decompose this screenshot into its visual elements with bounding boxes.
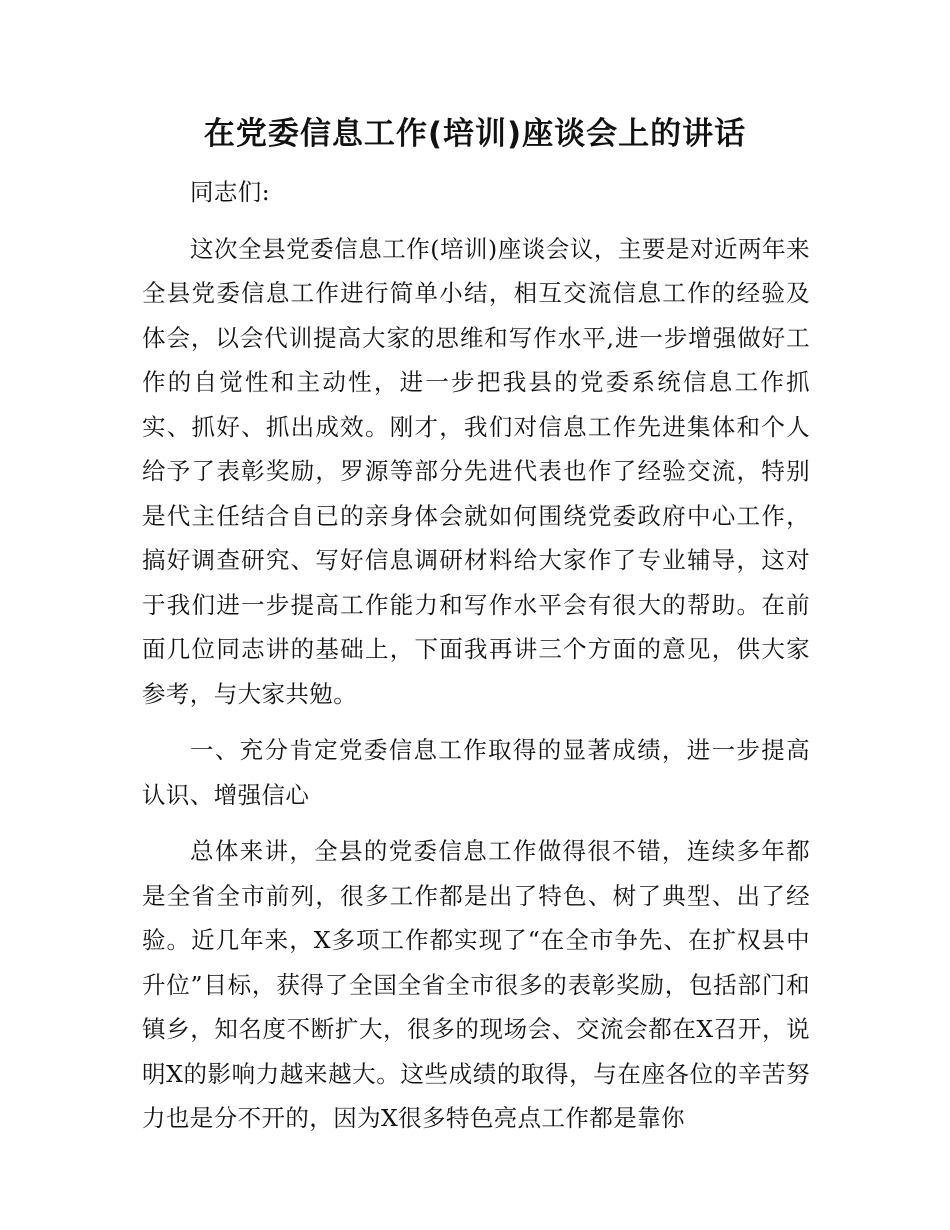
- document-body: [142, 170, 810, 1141]
- document-title: 在党委信息工作(培训)座谈会上的讲话: [203, 116, 747, 152]
- paragraph-intro: 这次全县党委信息工作(培训)座谈会议，主要是对近两年来全县党委信息工作进行简单小结，相互交流信息工作的经验及体会，以会代训提高大家的思维和写作水平,进一步增强做好工作的自觉性和主动性，进一步把我县的党委系统信息工作抓实、抓好、抓出成效。刚才，我们对信息工作先进集体和个人给予了表彰奖励，罗源等部分先进代表也作了经验交流，特别是代主任结合自已的亲身体会就如何围绕党委政府中心工作，搞好调查研究、写好信息调研材料给大家作了专业辅导，这对于我们进一步提高工作能力和写作水平会有很大的帮助。在前面几位同志讲的基础上，下面我再讲三个方面的意见，供大家参考，与大家共勉。: [142, 234, 810, 708]
- section-heading-1: 一、充分肯定党委信息工作取得的显著成绩，进一步提高认识、增强信心: [142, 736, 810, 809]
- salutation: 同志们:: [190, 178, 271, 206]
- paragraph-summary: 总体来讲，全县的党委信息工作做得很不错，连续多年都是全省全市前列，很多工作都是出了特色、树了典型、出了经验。近几年来，X多项工作都实现了“在全市争先、在扩权县中升位”目标，获得了全国全省全市很多的表彰奖励，包括部门和镇乡，知名度不断扩大，很多的现场会、交流会都在X召开，说明X的影响力越来越大。这些成绩的取得，与在座各位的辛苦努力也是分不开的，因为X很多特色亮点工作都是靠你: [142, 837, 810, 1132]
